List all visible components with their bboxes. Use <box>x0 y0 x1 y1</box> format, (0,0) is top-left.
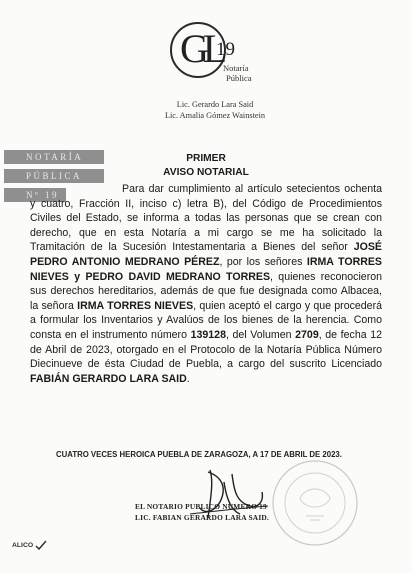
logo-text-notaria: Notaría <box>223 63 249 73</box>
body-part-2: , por los señores <box>219 255 307 268</box>
notice-heading-2: AVISO NOTARIAL <box>163 167 249 178</box>
body-part-7: . <box>186 372 190 385</box>
notary-seal <box>270 458 360 548</box>
side-stamp-line-1: NOTARÍA <box>4 150 104 164</box>
notary-name-2: Lic. Amalia Gómez Wainstein <box>164 111 266 120</box>
notice-body <box>30 182 382 386</box>
body-part-1: Para dar cumplimiento al artículo setecientos ochenta y cuatro, Fracción II, inciso c) letra B), del Código de Procedimientos Civiles del Estado, se informa a todas las personas que se crean con derecho, que en esta Notaría a mi cargo se me ha solicitado la Tramitación de la Sucesión Intestamentaria a Bienes del señor <box>30 183 382 254</box>
notary-name-1: Lic. Gerardo Lara Said <box>176 100 254 109</box>
body-part-5: , del Volumen <box>225 328 296 341</box>
notary-logo <box>168 20 252 90</box>
executor-name: IRMA TORRES NIEVES <box>77 299 194 312</box>
notice-heading-1: PRIMER <box>186 153 226 164</box>
logo-monogram: GL <box>180 26 222 71</box>
alico-mark-text: ALICO <box>12 542 34 549</box>
heirs-names: IRMA TORRES NIEVES y PEDRO DAVID MEDRANO TORRES <box>30 255 383 283</box>
publication-date-line: CUATRO VECES HEROICA PUEBLA DE ZARAGOZA, A 17 DE ABRIL DE 2023. <box>56 450 342 459</box>
volume-number: 2709 <box>295 328 319 341</box>
body-part-4: , quien aceptó el cargo y que procederá a formular los Inventarios y Avalúos de los bienes de la herencia. Como consta en el instrumento número <box>30 299 382 341</box>
alico-check-icon <box>34 538 48 552</box>
licensee-name: FABIÁN GERARDO LARA SAID <box>30 372 187 385</box>
notary-name-line: LIC. FABIAN GERARDO LARA SAID. <box>135 513 269 522</box>
instrument-number: 139128 <box>190 328 226 341</box>
side-stamp-line-3: Nº 19 <box>4 188 66 202</box>
side-stamp-line-2: PÚBLICA <box>4 169 104 183</box>
notary-title-line: EL NOTARIO PUBLICO NUMERO 19 <box>135 502 267 511</box>
logo-number: 19 <box>216 39 235 60</box>
decedent-name: JOSÉ PEDRO ANTONIO MEDRANO PÉREZ <box>30 241 382 268</box>
body-part-6: , de fecha 12 de Abril de 2023, otorgado en el Protocolo de la Notaría Pública Número Diecinueve de ésta Ciudad de Puebla, a cargo del suscrito Licenciado <box>30 328 382 371</box>
body-part-3: , quienes reconocieron sus derechos hereditarios, además de que fue designada como Albacea, la señora <box>30 270 383 312</box>
logo-text-publica: Pública <box>226 73 252 83</box>
